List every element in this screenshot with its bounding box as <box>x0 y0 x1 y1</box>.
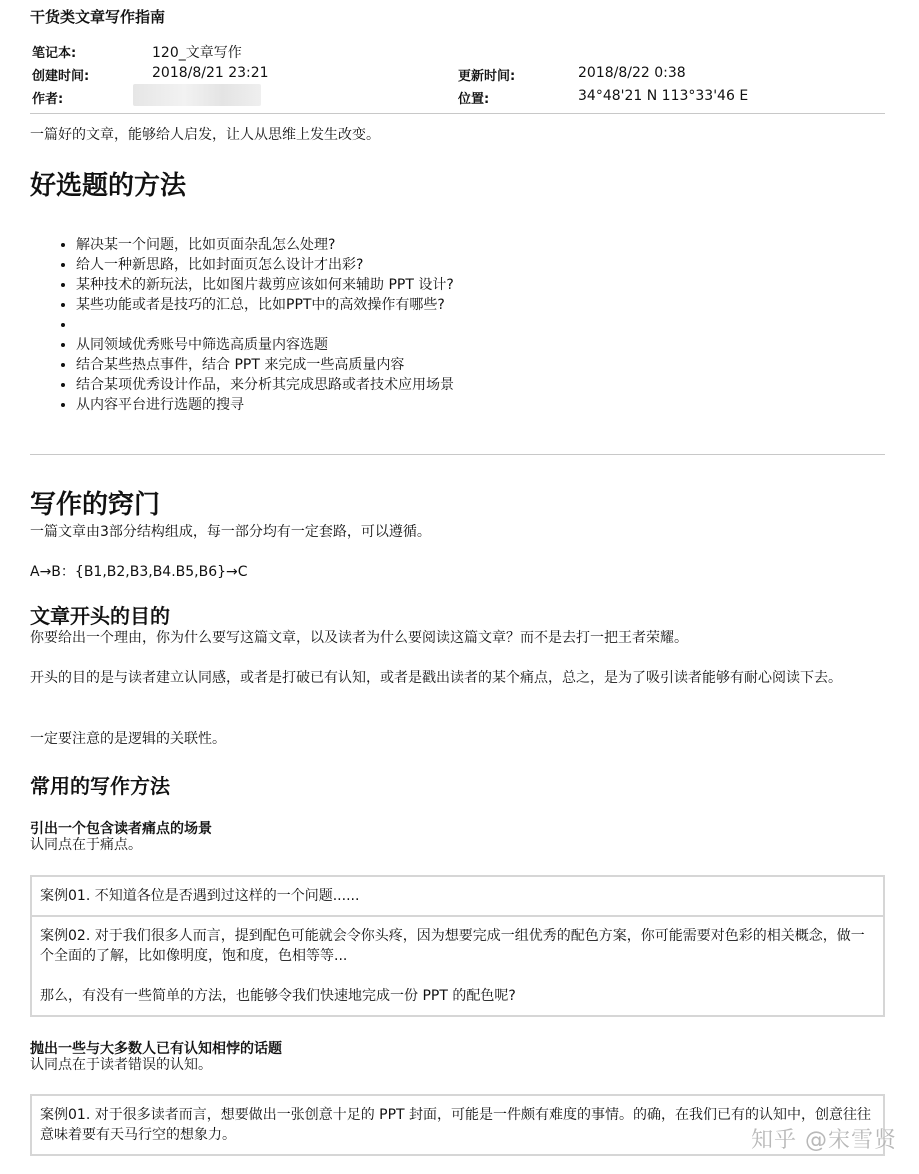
location-value: 34°48'21 N 113°33'46 E <box>578 88 749 104</box>
note-title: 干货类文章写作指南 <box>30 8 166 26</box>
method-desc-counter-intuitive: 认同点在于读者错误的认知。 <box>30 1057 212 1073</box>
list-item: • 结合某项优秀设计作品，来分析其完成思路或者技术应用场景 <box>76 375 454 395</box>
structure-formula: A→B：{B1,B2,B3,B4.B5,B6}→C <box>30 564 248 580</box>
list-item: • 某些功能或者是技巧的汇总，比如PPT中的高效操作有哪些? <box>76 295 454 315</box>
opening-paragraph-2: 开头的目的是与读者建立认同感，或者是打破已有认知，或者是戳出读者的某个痛点，总之，是为了吸引读者能够有耐心阅读下去。 <box>30 670 842 686</box>
case-cell: 案例01. 不知道各位是否遇到过这样的一个问题...... <box>31 876 884 916</box>
case-table-pain-point <box>30 875 885 1017</box>
list-item-empty <box>76 315 454 335</box>
subheading-methods: 常用的写作方法 <box>30 774 170 798</box>
updated-label: 更新时间: <box>458 69 516 84</box>
list-item: • 某种技术的新玩法，比如图片裁剪应该如何来辅助 PPT 设计? <box>76 275 454 295</box>
section-heading-writing: 写作的窍门 <box>30 490 161 520</box>
method-desc-pain-point: 认同点在于痛点。 <box>30 837 142 853</box>
case-text: 案例02. 对于我们很多人而言，提到配色可能就会令你头疼，因为想要完成一组优秀的配色方案，你可能需要对色彩的相关概念，做一个全面的了解，比如像明度，饱和度，色相等等... <box>40 928 865 964</box>
meta-row-notebook <box>30 42 885 65</box>
divider <box>30 113 885 114</box>
list-item: • 给人一种新思路，比如封面页怎么设计才出彩? <box>76 255 454 275</box>
divider <box>30 454 885 455</box>
opening-paragraph-1: 你要给出一个理由，你为什么要写这篇文章，以及读者为什么要阅读这篇文章？而不是去打一把王者荣耀。 <box>30 630 688 646</box>
meta-row-author <box>30 88 885 111</box>
list-item: • 解决某一个问题，比如页面杂乱怎么处理? <box>76 235 454 255</box>
structure-paragraph: 一篇文章由3部分结构组成，每一部分均有一定套路，可以遵循。 <box>30 524 431 540</box>
location-label: 位置: <box>458 92 490 107</box>
created-value: 2018/8/21 23:21 <box>152 65 269 81</box>
watermark: 知乎 @宋雪贤 <box>751 1128 897 1153</box>
intro-paragraph: 一篇好的文章，能够给人启发，让人从思维上发生改变。 <box>30 127 380 143</box>
case-cell <box>31 916 884 1016</box>
author-redacted <box>133 84 261 106</box>
note-metadata <box>30 42 885 111</box>
method-title-pain-point: 引出一个包含读者痛点的场景 <box>30 821 212 837</box>
subheading-opening: 文章开头的目的 <box>30 604 170 628</box>
list-item: • 结合某些热点事件，结合 PPT 来完成一些高质量内容 <box>76 355 454 375</box>
paragraph-gap <box>40 966 875 986</box>
case-cell: 案例01. 对于很多读者而言，想要做出一张创意十足的 PPT 封面，可能是一件颇有难度的事情。的确，在我们已有的认知中，创意往往意味着要有天马行空的想象力。 <box>31 1095 884 1155</box>
method-title-counter-intuitive: 抛出一些与大多数人已有认知相悖的话题 <box>30 1041 282 1057</box>
list-item: • 从同领域优秀账号中筛选高质量内容选题 <box>76 335 454 355</box>
section-heading-topics: 好选题的方法 <box>30 171 187 201</box>
notebook-label: 笔记本: <box>32 46 77 61</box>
list-item: • 从内容平台进行选题的搜寻 <box>76 395 454 415</box>
created-label: 创建时间: <box>32 69 90 84</box>
author-label: 作者: <box>32 92 64 107</box>
updated-value: 2018/8/22 0:38 <box>578 65 686 81</box>
table-row <box>31 876 884 916</box>
topic-list <box>30 235 454 415</box>
case-text: 那么，有没有一些简单的方法，也能够令我们快速地完成一份 PPT 的配色呢? <box>40 988 516 1004</box>
table-row <box>31 916 884 1016</box>
notebook-value: 120_文章写作 <box>152 45 242 61</box>
opening-paragraph-3: 一定要注意的是逻辑的关联性。 <box>30 731 226 747</box>
